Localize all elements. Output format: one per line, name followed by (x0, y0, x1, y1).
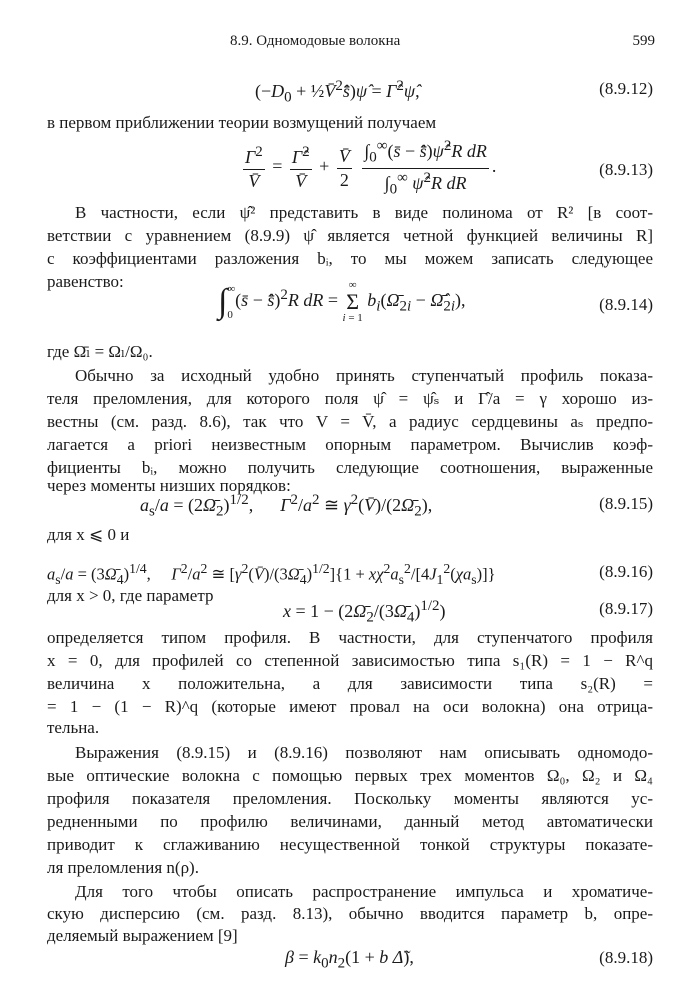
paragraph-line: с коэффициентами разложения bᵢ, то мы можем записать следующее (47, 249, 653, 268)
paragraph-line: вые оптические волокна с помощью первых трех моментов Ω₀, Ω₂ и Ω₄ (47, 766, 653, 785)
paragraph-line: вестны (см. разд. 8.6), так что V = V̄, а радиус сердцевины aₛ предпо- (47, 412, 653, 431)
paragraph-line: через моменты низших порядков: (47, 476, 291, 495)
equation-number: (8.9.12) (599, 79, 653, 98)
paragraph-line: лагается a priori неизвестным опорным параметром. Вычислив коэф- (47, 435, 653, 454)
paragraph-line: ля преломления n(ρ). (47, 858, 199, 877)
paragraph-line: скую дисперсию (см. разд. 8.13), обычно вводится параметр b, опре- (47, 904, 653, 923)
equation-8-9-13: $\frac{\Gamma^2}{V̄}$ = $\frac{\Gammâ^2}{V̄}$ + $\frac{V̄}{2}$ $\frac{\int_0^\infty(s̄ - s̄̂)\psî^2R dR}{\int_0^\infty \psî^2R dR}$ . (245, 138, 497, 198)
equation-number: (8.9.15) (599, 494, 653, 513)
paragraph-line: Выражения (8.9.15) и (8.9.16) позволяют нам описывать одномодо- (75, 743, 653, 762)
paragraph-line: равенство: (47, 272, 124, 291)
paragraph-line: x = 0, для профилей со степенной зависимостью типа s₁(R) = 1 − R^q (47, 651, 653, 670)
section-title: 8.9. Одномодовые волокна (230, 33, 401, 49)
equation-8-9-14: ∫∞ 0(s̄ − s̄̂)$^2$R dR = ∞ Σ i = 1 $b_i(\Omegā_{2i}$ − $\Omegā̂_{2i}$), (218, 279, 466, 324)
equation-8-9-16: $a_s/a$ = $(3\Omegā_4)^{1/4}$, $\Gamma^2/a^2$ ≅ $[\gamma^2(V̄)/(3\Omegā_4)^{1/2}]\{1 + x\chi^2a_s^2/[4J_1^2(\chi a_s)]\}$ (47, 561, 496, 587)
paragraph-line: В частности, если ψ̂² представить в виде полинома от R² [в соот- (75, 203, 653, 222)
running-header (0, 33, 697, 55)
intro-line: в первом приближении теории возмущений получаем (47, 113, 437, 132)
paragraph-line: Обычно за исходный удобно принять ступенчатый профиль показа- (75, 366, 653, 385)
equation-8-9-17: $x = 1 - (2\Omegā_2/(3\Omegā_4)^{1/2})$ (283, 598, 446, 626)
paragraph-line: величина x положительна, а для зависимости типа s₂(R) = (47, 674, 653, 693)
paragraph-line: приводит к сглаживанию несущественной тонкой структуры показате- (47, 835, 653, 854)
where-omega-line: где Ω̄ₗ = Ωₗ/Ω₀. (47, 342, 153, 361)
paragraph-line: определяется типом профиля. В частности, для ступенчатого профиля (47, 628, 653, 647)
paragraph-line: редненными по профилю величинами, данный метод автоматически (47, 812, 653, 831)
equation-number: (8.9.13) (599, 160, 653, 179)
equation-number: (8.9.18) (599, 948, 653, 967)
equation-number: (8.9.16) (599, 562, 653, 581)
paragraph-line: Для того чтобы описать распространение импульса и хроматиче- (75, 882, 653, 901)
condition-line: для x ⩽ 0 и (47, 525, 130, 544)
condition-line: для x > 0, где параметр (47, 586, 214, 605)
paragraph-line: = 1 − (1 − R)^q (которые имеют провал на оси волокна) она отрица- (47, 697, 653, 716)
equation-8-9-18: $\beta = k_0n_2(1 + b$ Δ̃), (285, 947, 414, 972)
paragraph-line: деляемый выражением [9] (47, 926, 238, 945)
paragraph-line: профиля показателя преломления. Поскольку моменты являются ус- (47, 789, 653, 808)
paragraph-line: ветствии с уравнением (8.9.9) ψ̂ является четной функцией величины R] (47, 226, 653, 245)
paragraph-line: фициенты bᵢ, можно получить следующие соотношения, выраженные (47, 458, 653, 477)
equation-number: (8.9.14) (599, 295, 653, 314)
equation-8-9-15: $a_s/a$ = $(2\Omegā_2)^{1/2}$, $\Gamma^2/a^2$ ≅ $\gamma^2(V̄)/(2\Omegā_2)$, (140, 492, 433, 520)
equation-8-9-12: ($-D_0$ + ½V̄$^2$s̄̂)ψ̂ = Γ̂$^2$ψ̂, (255, 78, 420, 106)
page-number: 599 (632, 33, 655, 49)
paragraph-line: теля преломления, для которого поля ψ̂ = ψ̂ₛ и Γ̂/a = γ хорошо из- (47, 389, 653, 408)
equation-number: (8.9.17) (599, 599, 653, 618)
paragraph-line: тельна. (47, 718, 100, 737)
